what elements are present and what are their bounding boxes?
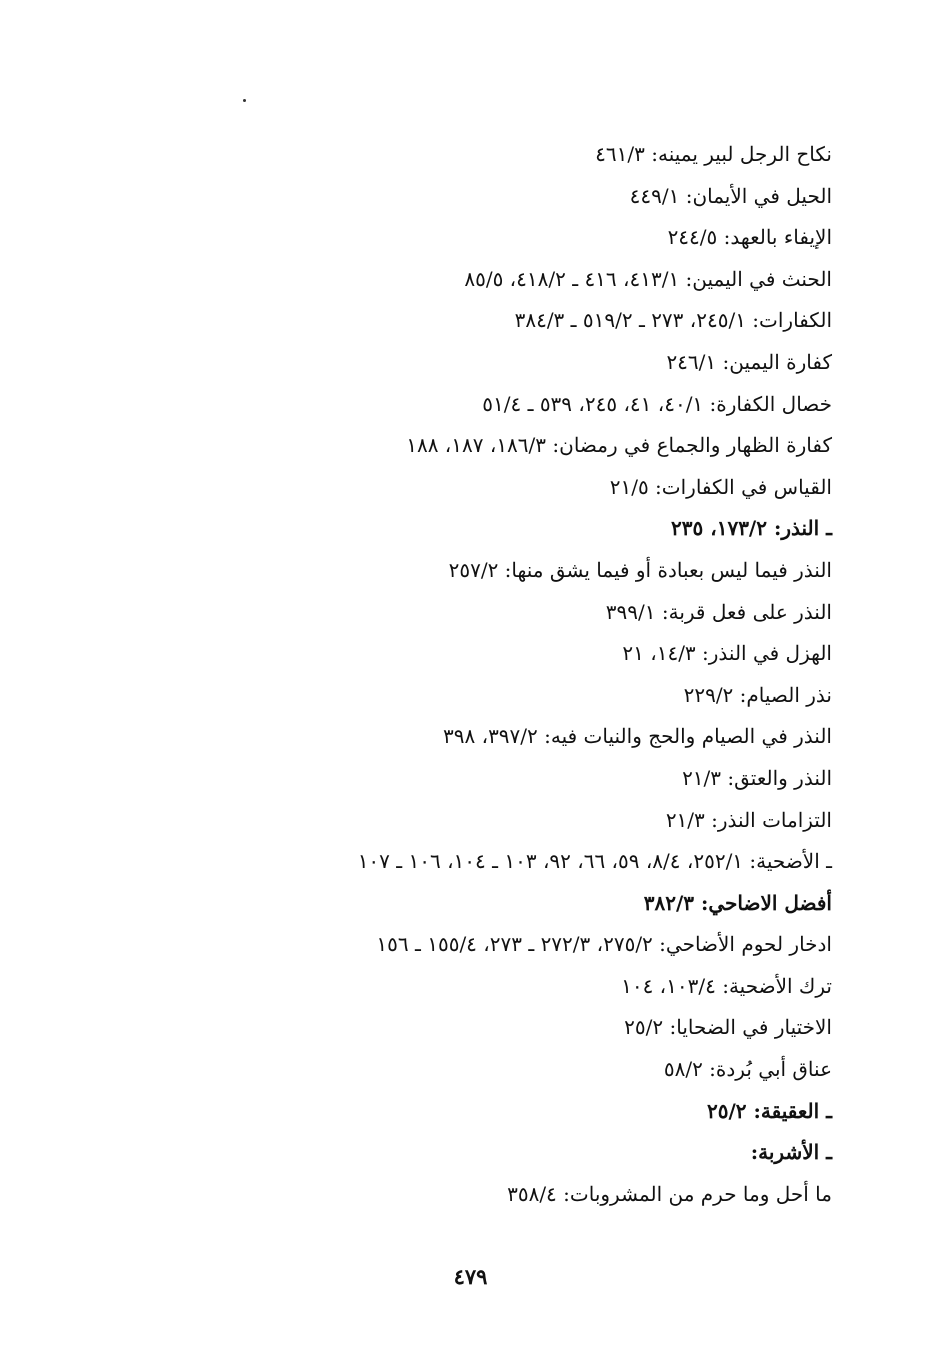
index-entries-list	[250, 134, 832, 1215]
index-entry: النذر على فعل قربة: ٣٩٩/١	[605, 599, 832, 624]
index-entry: ادخار لحوم الأضاحي: ٢٧٥/٢، ٢٧٢/٣ ـ ٢٧٣، ١٥٥/٤ ـ ١٥٦	[376, 932, 832, 957]
index-entry: أفضل الاضاحي: ٣٨٢/٣	[643, 890, 832, 915]
index-entry: الهزل في النذر: ١٤/٣، ٢١	[622, 641, 832, 666]
index-entry: القياس في الكفارات: ٢١/٥	[609, 474, 832, 499]
page-number: ٤٧٩	[453, 1264, 488, 1289]
index-entry: ما أحل وما حرم من المشروبات: ٣٥٨/٤	[507, 1181, 832, 1206]
scan-speck	[243, 99, 246, 102]
index-entry: النذر في الصيام والحج والنيات فيه: ٣٩٧/٢، ٣٩٨	[443, 724, 832, 749]
index-entry: كفارة الظهار والجماع في رمضان: ١٨٦/٣، ١٨٧، ١٨٨	[406, 433, 832, 458]
index-entry: الإيفاء بالعهد: ٢٤٤/٥	[667, 225, 832, 250]
index-heading-udhiya: ـ الأضحية: ٢٥٢/١، ٨/٤، ٥٩، ٦٦، ٩٢، ١٠٣ ـ ١٠٤، ١٠٦ ـ ١٠٧	[357, 849, 832, 874]
index-entry: التزامات النذر: ٢١/٣	[665, 807, 832, 832]
index-entry: كفارة اليمين: ٢٤٦/١	[666, 349, 832, 374]
index-heading-aqiqa: ـ العقيقة: ٢٥/٢	[707, 1098, 832, 1123]
index-entry: النذر فيما ليس بعبادة أو فيما يشق منها: ٢٥٧/٢	[448, 557, 832, 582]
index-entry: الحنث في اليمين: ٤١٣/١، ٤١٦ ـ ٤١٨/٢، ٨٥/٥	[464, 266, 832, 291]
index-entry: نكاح الرجل لبير يمينه: ٤٦١/٣	[595, 142, 832, 166]
index-entry: عناق أبي بُردة: ٥٨/٢	[663, 1057, 832, 1082]
index-heading-ashriba: ـ الأشربة:	[750, 1140, 832, 1165]
index-entry: نذر الصيام: ٢٢٩/٢	[683, 682, 832, 707]
index-entry: الاختيار في الضحايا: ٢٥/٢	[624, 1015, 832, 1040]
index-heading-nadhr: ـ النذر: ١٧٣/٢، ٢٣٥	[671, 516, 832, 541]
index-entry: الحيل في الأيمان: ٤٤٩/١	[629, 183, 832, 208]
index-entry: الكفارات: ٢٤٥/١، ٢٧٣ ـ ٥١٩/٢ ـ ٣٨٤/٣	[514, 308, 832, 333]
index-entry: ترك الأضحية: ١٠٣/٤، ١٠٤	[621, 973, 832, 998]
index-entry: خصال الكفارة: ٤٠/١، ٤١، ٢٤٥، ٥٣٩ ـ ٥١/٤	[482, 391, 832, 416]
index-entry: النذر والعتق: ٢١/٣	[682, 765, 832, 790]
